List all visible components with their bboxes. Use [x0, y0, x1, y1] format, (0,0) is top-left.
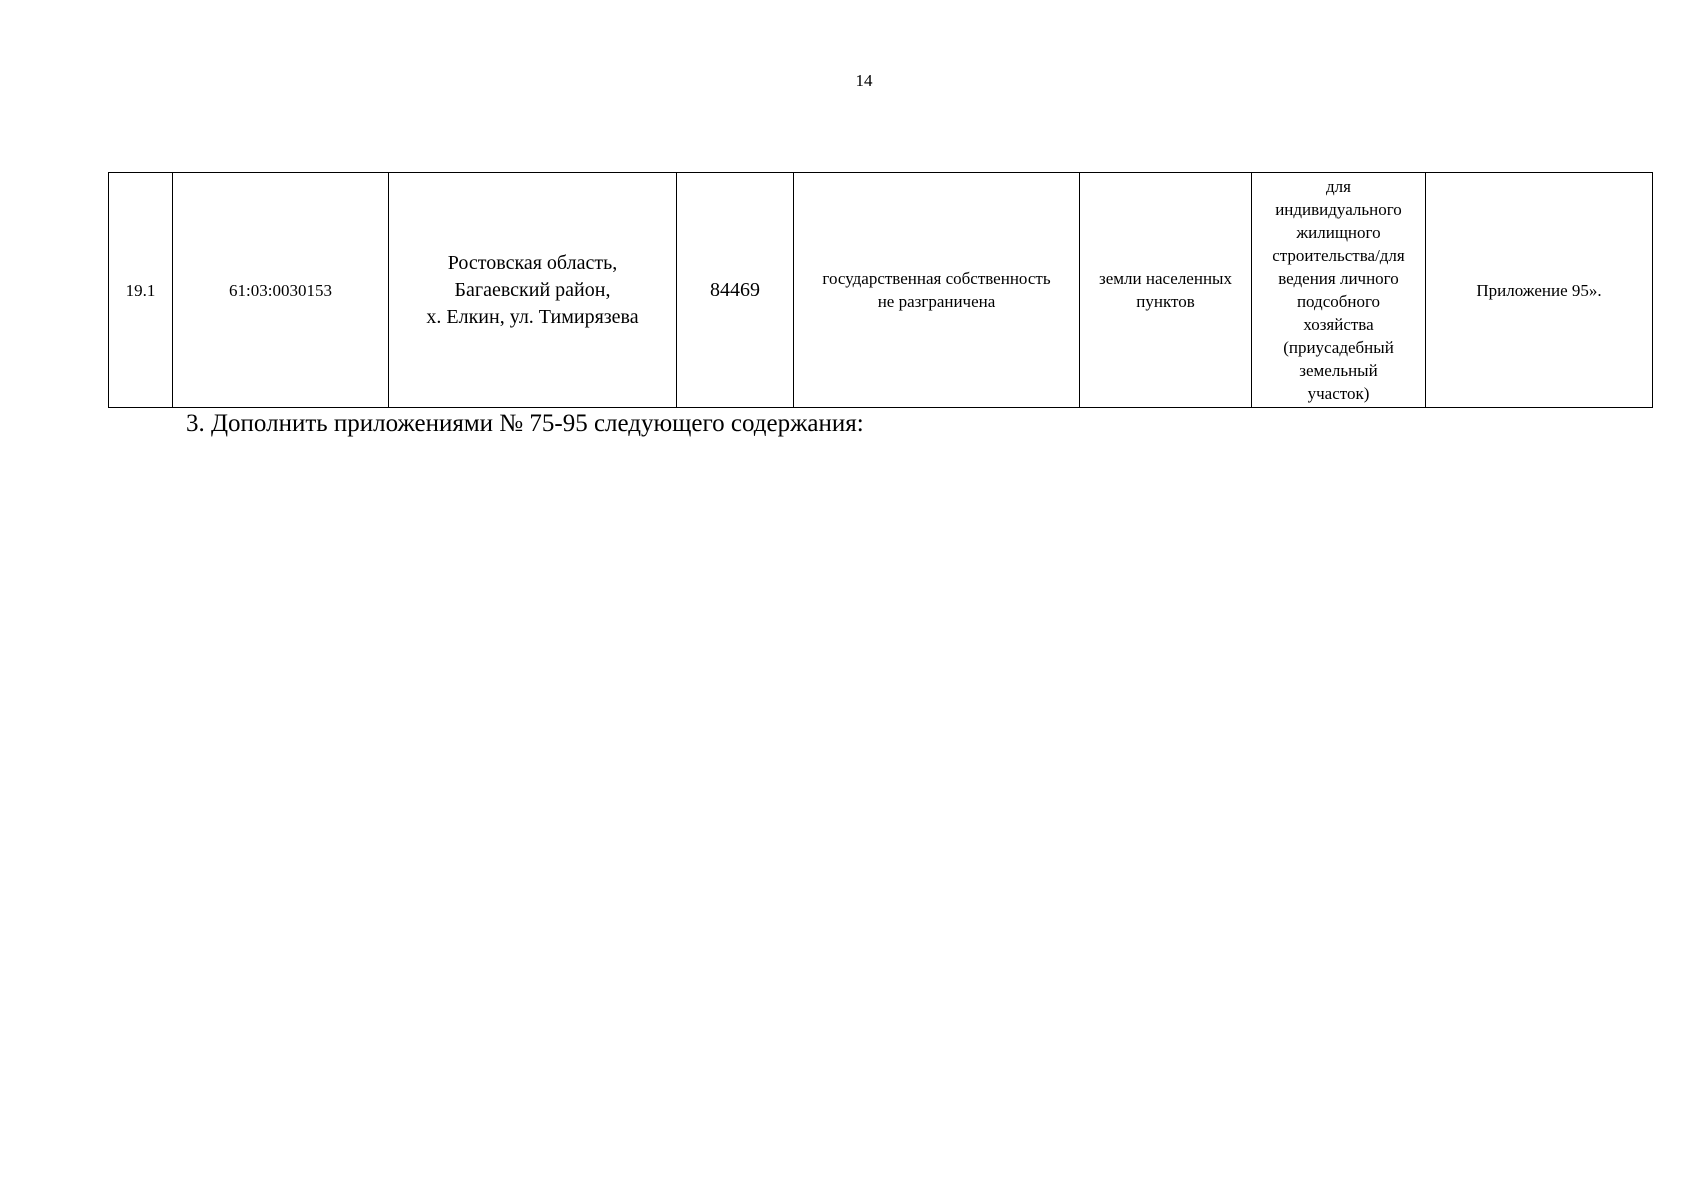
appendix-cell: Приложение 95».	[1426, 173, 1653, 408]
ownership-cell: государственная собственность не разграничена	[794, 173, 1080, 408]
land-category-cell: земли населенных пунктов	[1080, 173, 1252, 408]
area-cell: 84469	[677, 173, 794, 408]
land-plots-table	[108, 172, 1653, 408]
page-number: 14	[855, 71, 873, 90]
cadastral-number-cell: 61:03:0030153	[173, 173, 389, 408]
address-cell: Ростовская область, Багаевский район, х. Елкин, ул. Тимирязева	[389, 173, 677, 408]
table-row	[109, 173, 1653, 408]
paragraph-text: 3. Дополнить приложениями № 75-95 следующего содержания:	[186, 410, 864, 437]
row-number-cell: 19.1	[109, 173, 173, 408]
permitted-use-cell: для индивидуального жилищного строительства/для ведения личного подсобного хозяйства (приусадебный земельный участок)	[1252, 173, 1426, 408]
